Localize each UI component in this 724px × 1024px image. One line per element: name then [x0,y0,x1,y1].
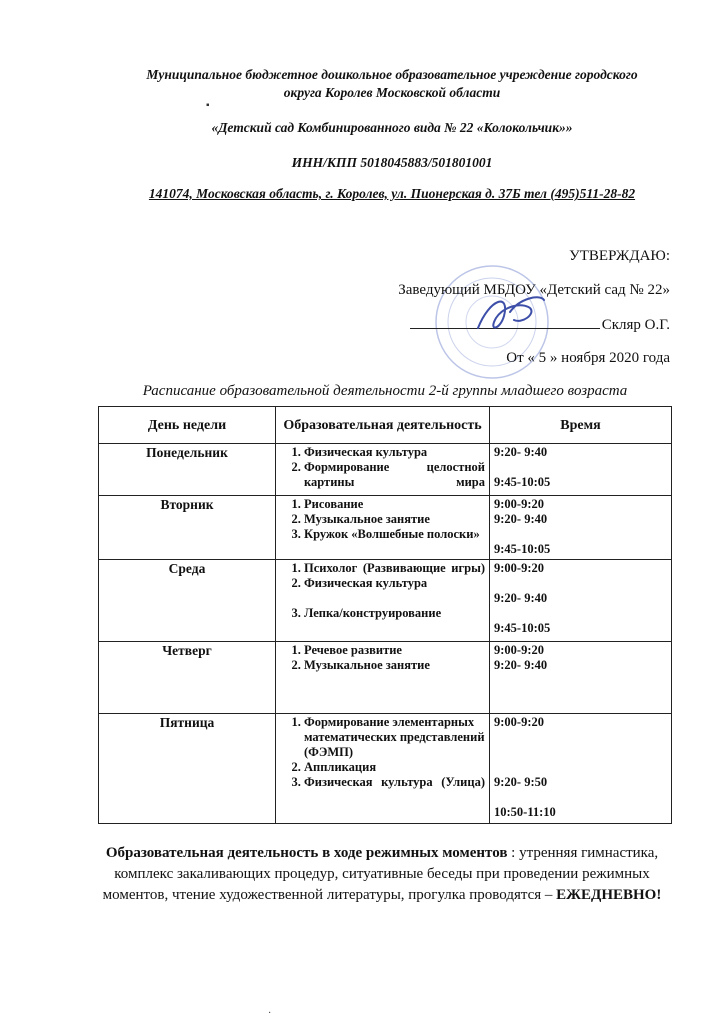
handwritten-signature [470,288,550,338]
address-line: 141074, Московская область, г. Королев, ул. Пионерская д. 37Б тел (495)511-28-82 [148,186,636,201]
activities-cell [276,714,490,824]
time-value: 9:00-9:20 [494,497,544,511]
time-value: 9:45-10:05 [494,475,551,489]
time-value: 9:00-9:20 [494,643,544,657]
approval-heading: УТВЕРЖДАЮ: [569,248,670,264]
time-value: 9:20- 9:40 [494,512,548,526]
note-emphasis: ЕЖЕДНЕВНО! [556,887,662,903]
scan-speck: ▪ [206,100,210,111]
time-value: 9:20- 9:40 [494,445,548,459]
table-row [99,496,672,560]
routine-activities-note [92,843,672,906]
schedule-title: Расписание образовательной деятельности 2-й группы младшего возраста [142,383,628,399]
time-spacer [494,576,667,591]
time-value: 9:45-10:05 [494,621,551,635]
time-spacer [494,745,667,760]
times-cell [490,444,672,496]
time-spacer [494,730,667,745]
note-body: : утренняя гимнастика, комплекс закаливающих процедур, ситуативные беседы при проведении режимных моментов, чтение художественной литературы, прогулка проводятся – [102,845,659,903]
approver-name: Скляр О.Г. [601,317,670,333]
activity-item: 3. Физическая культура (Улица) [304,775,485,790]
time-spacer [494,790,667,805]
times-cell [490,642,672,714]
time-value: 9:45-10:05 [494,542,551,556]
activity-item: 2. Музыкальное занятие [304,658,485,673]
time-value: 9:20- 9:50 [494,775,548,789]
schedule-table [98,406,672,824]
activities-cell [276,444,490,496]
scan-speck: · [268,1008,272,1019]
time-spacer [494,760,667,775]
activity-item: 2. Формирование целостной картины мира [304,460,485,490]
time-spacer [494,606,667,621]
activity-item: 2. Аппликация [304,760,485,775]
time-value: 9:00-9:20 [494,561,544,575]
header-day: День недели [99,407,276,444]
day-friday: Пятница [99,714,276,824]
time-value: 10:50-11:10 [494,805,556,819]
day-monday: Понедельник [99,444,276,496]
activity-item: 2. Физическая культура [304,576,485,591]
activities-cell [276,642,490,714]
day-thursday: Четверг [99,642,276,714]
table-row [99,642,672,714]
activities-cell [276,496,490,560]
note-bold-lead: Образовательная деятельность в ходе режимных моментов [105,845,508,861]
times-cell [490,496,672,560]
time-spacer [494,527,667,542]
time-value: 9:20- 9:40 [494,591,548,605]
org-name-line1: Муниципальное бюджетное дошкольное образовательное учреждение городского [146,67,638,82]
table-row [99,714,672,824]
activity-item: 3. Лепка/конструирование [304,606,485,621]
header-activity: Образовательная деятельность [276,407,490,444]
times-cell [490,560,672,642]
activity-item: 3. Кружок «Волшебные полоски» [304,527,485,542]
header-time: Время [490,407,672,444]
time-spacer [494,460,667,475]
org-name-line2: округа Королев Московской области [283,85,501,100]
day-tuesday: Вторник [99,496,276,560]
table-row [99,444,672,496]
table-header-row [99,407,672,444]
activity-item: 1. Рисование [304,497,485,512]
table-row [99,560,672,642]
kindergarten-name: «Детский сад Комбинированного вида № 22 «Колокольчик»» [211,120,573,135]
day-wednesday: Среда [99,560,276,642]
activity-item: 2. Музыкальное занятие [304,512,485,527]
approval-position: Заведующий МБДОУ «Детский сад № 22» [398,282,670,298]
activity-item: 1. Физическая культура [304,445,485,460]
activity-item: 1. Психолог (Развивающие игры) [304,561,485,576]
time-value: 9:20- 9:40 [494,658,548,672]
time-value: 9:00-9:20 [494,715,544,729]
activities-cell [276,560,490,642]
activity-item: 1. Речевое развитие [304,643,485,658]
activity-item: 1. Формирование элементарных математических представлений (ФЭМП) [304,715,485,760]
inn-kpp: ИНН/КПП 5018045883/501801001 [291,155,493,170]
times-cell [490,714,672,824]
approval-date: От « 5 » ноября 2020 года [506,350,670,366]
